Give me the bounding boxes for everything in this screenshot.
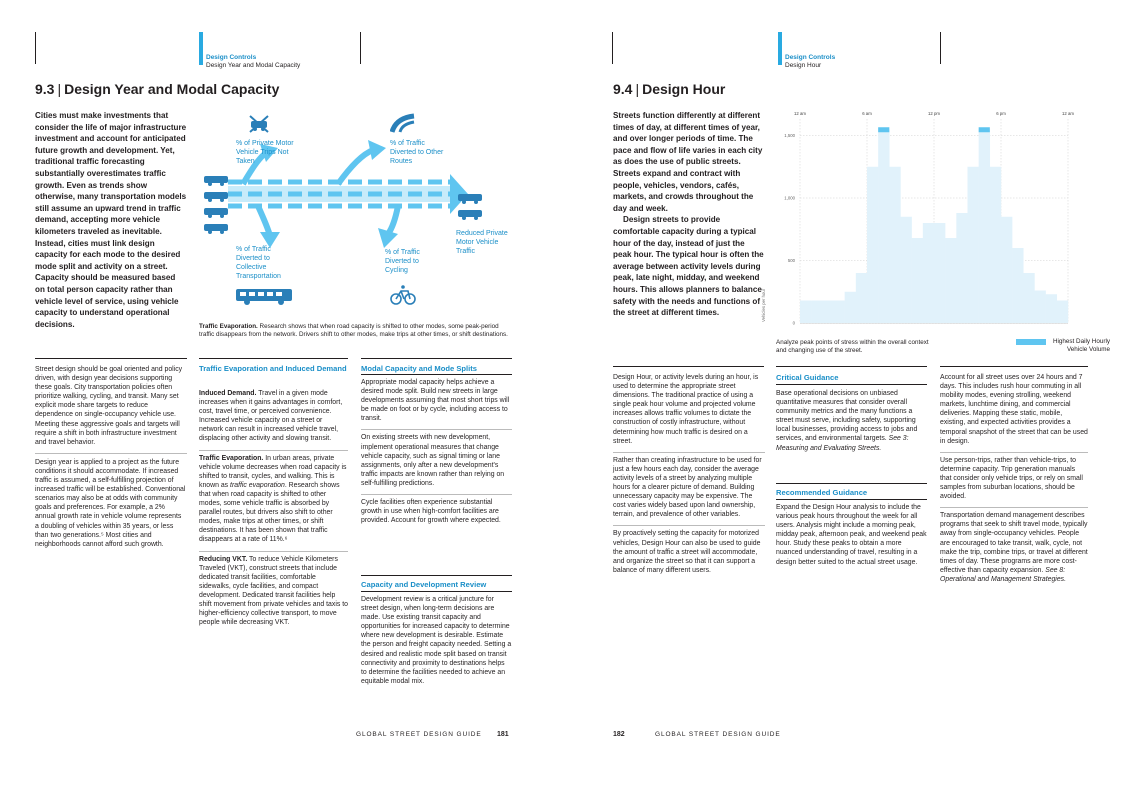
section-tab-bar bbox=[778, 32, 782, 65]
body-column-3 bbox=[940, 373, 1088, 590]
caption-bold: Traffic Evaporation. bbox=[199, 323, 258, 330]
column-rule bbox=[361, 358, 512, 359]
chart-bar bbox=[1057, 301, 1068, 324]
lead-paragraph-1: Streets function differently at different times of day, at different times of year, and over longer periods of time. The pace and flow of life varies in each city as does the use of public streets. Streets expand and contract with people, vehicles, vendors, cafés, markets, and crowds throughout the day and week. bbox=[613, 111, 763, 213]
paragraph bbox=[199, 389, 348, 444]
section-heading: Traffic Evaporation and Induced Demand bbox=[199, 364, 347, 373]
column-rule bbox=[199, 358, 348, 359]
lead-paragraph bbox=[613, 110, 765, 319]
paragraph bbox=[940, 511, 1088, 584]
legend-label bbox=[1020, 338, 1110, 354]
page-corner-mark bbox=[612, 32, 613, 64]
chart-caption: Analyze peak points of stress within the overall context and changing use of the street. bbox=[776, 339, 929, 355]
title-number: 9.4 bbox=[613, 81, 633, 97]
chart-bar bbox=[889, 167, 900, 323]
section-heading: Recommended Guidance bbox=[776, 488, 868, 497]
paragraph: Design year is applied to a project as the future conditions it should accommodate. If increased traffic is assumed, a self-fulfilling projection of increased traffic will be established. Conventional scenarios may also be at odds with community goals and preferences. For example, a 2% annual growth rate in vehicle volume represents a doubling of vehicles within 35 years, or less than two generations.⁵ Most cities and neighborhoods cannot afford such growth. bbox=[35, 458, 186, 548]
chart-bar bbox=[990, 167, 1001, 323]
column-rule bbox=[776, 366, 927, 367]
chart-y-axis-label: Vehicles per hour bbox=[761, 288, 766, 322]
paragraph-divider bbox=[199, 551, 348, 552]
section-tab-label: Design Controls bbox=[206, 54, 257, 61]
bus-icon bbox=[235, 288, 295, 306]
chart-bar bbox=[1012, 248, 1023, 323]
section-heading: Modal Capacity and Mode Splits bbox=[361, 364, 478, 373]
chart-bars bbox=[800, 127, 1068, 323]
chart-bar bbox=[956, 213, 967, 323]
paragraph: Street design should be goal oriented and policy driven, with design year decisions supporting these goals. City transportation policies often prioritize walking, cycling, and transit. Many set explicit mode share targets to reduce dependence on single-occupancy vehicle use. Meeting these aggressive goals and targets will require a shift in both infrastructure investment and travel behavior. bbox=[35, 366, 183, 446]
paragraph: Cycle facilities often experience substantial growth in use when high-comfort facilities are provided. Account for growth where expected. bbox=[361, 499, 501, 525]
paragraph-divider bbox=[940, 452, 1088, 453]
paragraph bbox=[199, 454, 348, 545]
diverted-road-icon bbox=[390, 112, 416, 134]
caption-text: Research shows that when road capacity is shifted to other modes, some peak-period traffic disappears from the network. Drivers shift to other modes, make trips at other times, or shift destinations. bbox=[199, 323, 508, 339]
chart-bar bbox=[856, 273, 867, 323]
chart-bar bbox=[934, 223, 945, 323]
paragraph-text: . Research shows that when road capacity is shifted to other modes, some vehicle traffic is absorbed by parallel routes, but drivers also shift to other modes, make trips at other times, or shift destinations. It has been shown that traffic disappears at a rate of 11%.⁶ bbox=[199, 481, 340, 544]
chart-bar bbox=[968, 167, 979, 323]
section-tab-bar bbox=[199, 32, 203, 65]
paragraph: Appropriate modal capacity helps achieve a desired mode split. Build new streets in large developments assuming that most short trips will be made on foot or by cycle, including access to transit. bbox=[361, 379, 510, 423]
body-column-1 bbox=[35, 365, 187, 555]
diagram-label-private: % of Private Motor Vehicle Trips Not Taken bbox=[236, 140, 294, 165]
paragraph-text: Base operational decisions on unbiased quantitative measures that consider overall community metrics and the many functions a street must serve, including safety, supporting local businesses, providing access to jobs and services, and environmental targets. bbox=[776, 390, 918, 443]
heading-rule bbox=[776, 499, 927, 500]
chart-x-ticks bbox=[794, 111, 1074, 116]
car-icon bbox=[202, 222, 232, 236]
body-column-1 bbox=[613, 373, 765, 581]
title-text: Design Year and Modal Capacity bbox=[64, 81, 280, 97]
chart-bar bbox=[878, 129, 889, 323]
chart-x-tick-label: 6 pm bbox=[996, 111, 1006, 116]
paragraph bbox=[199, 555, 348, 628]
page-corner-mark bbox=[35, 32, 36, 64]
no-car-icon bbox=[248, 114, 270, 134]
chart-bar bbox=[923, 223, 934, 323]
chart-bar bbox=[1046, 294, 1057, 323]
section-tab-sublabel: Design Hour bbox=[785, 62, 822, 69]
diagram-label-collective: % of Traffic Diverted to Collective Transportation bbox=[236, 246, 281, 280]
run-in-heading: Induced Demand. bbox=[199, 390, 257, 397]
chart-bar bbox=[867, 167, 878, 323]
paragraph bbox=[776, 389, 927, 453]
paragraph-text: Travel in a given mode increases when it gains advantages in comfort, cost, travel time, or perceived convenience. Increased vehicle capacity on a street or network can result in increased vehicle travel, displacing other activity and slowing transit. bbox=[199, 390, 343, 443]
column-rule bbox=[35, 358, 187, 359]
chart-bar bbox=[1023, 273, 1034, 323]
paragraph: Development review is a critical juncture for street design, when long-term decisions are made. Use existing transit capacity and opportunities for increased capacity to determine where new development is desirable. Estimate the person and freight capacity needed. Setting a desired and realistic mode split based on transit connectivity and proximity to destinations helps to determine the facilities needed to achieve an equitable modal mix. bbox=[361, 596, 512, 685]
chart-bar bbox=[800, 301, 811, 324]
chart-bar bbox=[912, 238, 923, 323]
diagram-label-cycling: % of Traffic Diverted to Cycling bbox=[385, 249, 420, 274]
body-column-2 bbox=[199, 389, 348, 633]
page-corner-mark bbox=[940, 32, 941, 64]
paragraph-divider bbox=[613, 452, 765, 453]
heading-rule bbox=[361, 374, 512, 375]
body-column-3b bbox=[361, 595, 512, 692]
paragraph: Rather than creating infrastructure to be used for just a few hours each day, consider the average activity levels of a street by analyzing multiple hours for a clearer picture of demand. Building unnecessary capacity may be expensive. The cost varies widely based upon land ownership, terrain, and prevalence of other variables. bbox=[613, 456, 762, 519]
design-hour-chart bbox=[770, 105, 1076, 337]
chart-bar bbox=[822, 301, 833, 324]
chart-x-tick-label: 12 am bbox=[794, 111, 806, 116]
chart-y-ticks bbox=[784, 133, 795, 326]
title-text: Design Hour bbox=[642, 81, 726, 97]
legend-text: Highest Daily Hourly Vehicle Volume bbox=[1052, 338, 1110, 354]
chart-peak-highlight bbox=[979, 127, 990, 132]
page-corner-mark bbox=[360, 32, 361, 64]
section-heading: Critical Guidance bbox=[776, 373, 839, 382]
chart-x-tick-label: 12 am bbox=[1062, 111, 1074, 116]
section-tab-sublabel: Design Year and Modal Capacity bbox=[206, 62, 301, 69]
footer-title: GLOBAL STREET DESIGN GUIDE bbox=[655, 731, 781, 738]
car-icon bbox=[456, 192, 486, 224]
title-number: 9.3 bbox=[35, 81, 55, 97]
heading-rule bbox=[361, 591, 512, 592]
body-column-2 bbox=[776, 389, 927, 459]
column-rule bbox=[613, 366, 764, 367]
paragraph-italic: See 8: Operational and Management Strategies. bbox=[940, 566, 1067, 583]
chart-x-tick-label: 12 pm bbox=[928, 111, 940, 116]
paragraph-divider bbox=[613, 525, 765, 526]
page-number: 182 bbox=[613, 731, 625, 738]
chart-bar bbox=[834, 301, 845, 324]
heading-rule bbox=[776, 384, 927, 385]
chart-bar bbox=[945, 238, 956, 323]
car-icon bbox=[202, 172, 232, 220]
lead-paragraph: Cities must make investments that consider the life of major infrastructure investment and account for anticipated future growth and development. Yet, traditional traffic forecasting substantially overestimates traffic growth. Even as trends show otherwise, many transportation models still assume an upward trend in traffic demand, accepting more vehicle kilometers traveled as inevitable. Instead, cities must link design capacity for each mode to the desired mode split and activity on a street. Capacity should be measured based on total person capacity rather than vehicle level of service, using vehicle capacity to understand operational decisions. bbox=[35, 111, 187, 329]
page-title: 9.3 | Design Year and Modal Capacity bbox=[35, 81, 280, 97]
chart-bar bbox=[901, 217, 912, 323]
page-number: 181 bbox=[497, 731, 509, 738]
paragraph-text: In urban areas, private vehicle volume decreases when road capacity is shifted to transit, cycles, and walking. This is known as bbox=[199, 454, 347, 489]
chart-bar bbox=[1001, 217, 1012, 323]
paragraph-divider bbox=[361, 494, 512, 495]
chart-bar bbox=[979, 129, 990, 323]
body-column-2b bbox=[776, 503, 927, 573]
paragraph: By proactively setting the capacity for motorized vehicles, Design Hour can also be used to guide the amount of traffic a street will accommodate, and organize the street so that it can support a balance of many different users. bbox=[613, 530, 761, 574]
chart-y-tick-label: 0 bbox=[792, 320, 795, 326]
chart-x-tick-label: 6 am bbox=[862, 111, 872, 116]
chart-bar bbox=[811, 301, 822, 324]
paragraph-italic: See 3: Measuring and Evaluating Streets. bbox=[776, 435, 909, 452]
diagram-label-reduced: Reduced Private Motor Vehicle Traffic bbox=[456, 230, 508, 255]
page-title: 9.4 | Design Hour bbox=[613, 81, 726, 97]
chart-bar bbox=[845, 292, 856, 323]
chart-y-tick-label: 1,500 bbox=[784, 133, 795, 138]
paragraph: Account for all street uses over 24 hours and 7 days. This includes rush hour commuting in all mobility modes, evening strolling, weekend markets, lunchtime dining, and commercial deliveries. Mapping these static, mobile, existing, and expected activities provides a temporal snapshot of the street that can be used in design. bbox=[940, 374, 1088, 445]
paragraph: On existing streets with new development, implement operational measures that change vehicle capacity, such as signal timing or lane assignments, only after a new development's traffic impacts are known rather than relying on self-fulfilling predictions. bbox=[361, 434, 505, 487]
heading-rule bbox=[361, 575, 512, 576]
bicycle-icon bbox=[390, 285, 416, 305]
body-column-3 bbox=[361, 378, 512, 531]
paragraph-divider bbox=[35, 453, 187, 454]
diagram-label-diverted-routes: % of Traffic Diverted to Other Routes bbox=[390, 140, 444, 165]
footer-title: GLOBAL STREET DESIGN GUIDE bbox=[356, 731, 482, 738]
chart-y-tick-label: 500 bbox=[787, 258, 795, 263]
section-heading: Capacity and Development Review bbox=[361, 580, 487, 589]
paragraph-divider bbox=[940, 507, 1088, 508]
column-rule bbox=[940, 366, 1088, 367]
chart-y-tick-label: 1,000 bbox=[784, 195, 795, 201]
section-tab-label: Design Controls bbox=[785, 54, 836, 61]
chart-peak-highlight bbox=[878, 127, 889, 132]
chart-bar bbox=[1035, 291, 1046, 324]
paragraph-text: To reduce Vehicle Kilometers Traveled (VKT), construct streets that include dedicated transit facilities, comfortable sidewalks, cycle facilities, and compact development. Dedicated transit facilities help shift movement from private vehicles and taxis to higher-efficiency collective transport, to move people while decreasing VKT. bbox=[199, 555, 348, 627]
paragraph-divider bbox=[361, 429, 512, 430]
paragraph-divider bbox=[199, 450, 348, 451]
paragraph: Expand the Design Hour analysis to include the various peak hours throughout the week for all users. Analysis might include a morning peak, midday peak, afternoon peak, and weekend peak hour. Study these peaks to obtain a more nuanced understanding of travel, resulting in a design better suited to the actual street usage. bbox=[776, 504, 927, 566]
paragraph: Design Hour, or activity levels during an hour, is used to determine the appropriate street dimensions. The traditional practice of using a single peak hour volume and projected volume increases allows traffic volumes to dictate the construction of costly infrastructure, without determining how much traffic is desired on a street. bbox=[613, 374, 759, 445]
paragraph-text: Transportation demand management describes programs that seek to shift travel mode, typically away from single-occupancy vehicles. People are encouraged to take transit, walk, cycle, not make the trip, combine trips, or travel at different times of day. These programs are more cost-effective than capacity expansion. bbox=[940, 512, 1088, 574]
heading-rule bbox=[776, 483, 927, 484]
run-in-heading: Reducing VKT. bbox=[199, 555, 248, 563]
paragraph: Use person-trips, rather than vehicle-trips, to determine capacity. Trip generation manuals that consider only vehicle trips, or rely on small samples from suburban locations, should be avoided. bbox=[940, 456, 1083, 501]
paragraph-italic: traffic evaporation bbox=[230, 481, 285, 489]
diagram-caption bbox=[199, 323, 511, 339]
run-in-heading: Traffic Evaporation. bbox=[199, 454, 264, 462]
lead-paragraph-2: Design streets to provide comfortable capacity during a typical hour of the day, instead of just the peak hour. The typical hour is often the average between activity levels during peak, late night, midday, and weekend hours. This allows planners to balance safety with the needs and functions of the street at different times. bbox=[613, 215, 764, 318]
